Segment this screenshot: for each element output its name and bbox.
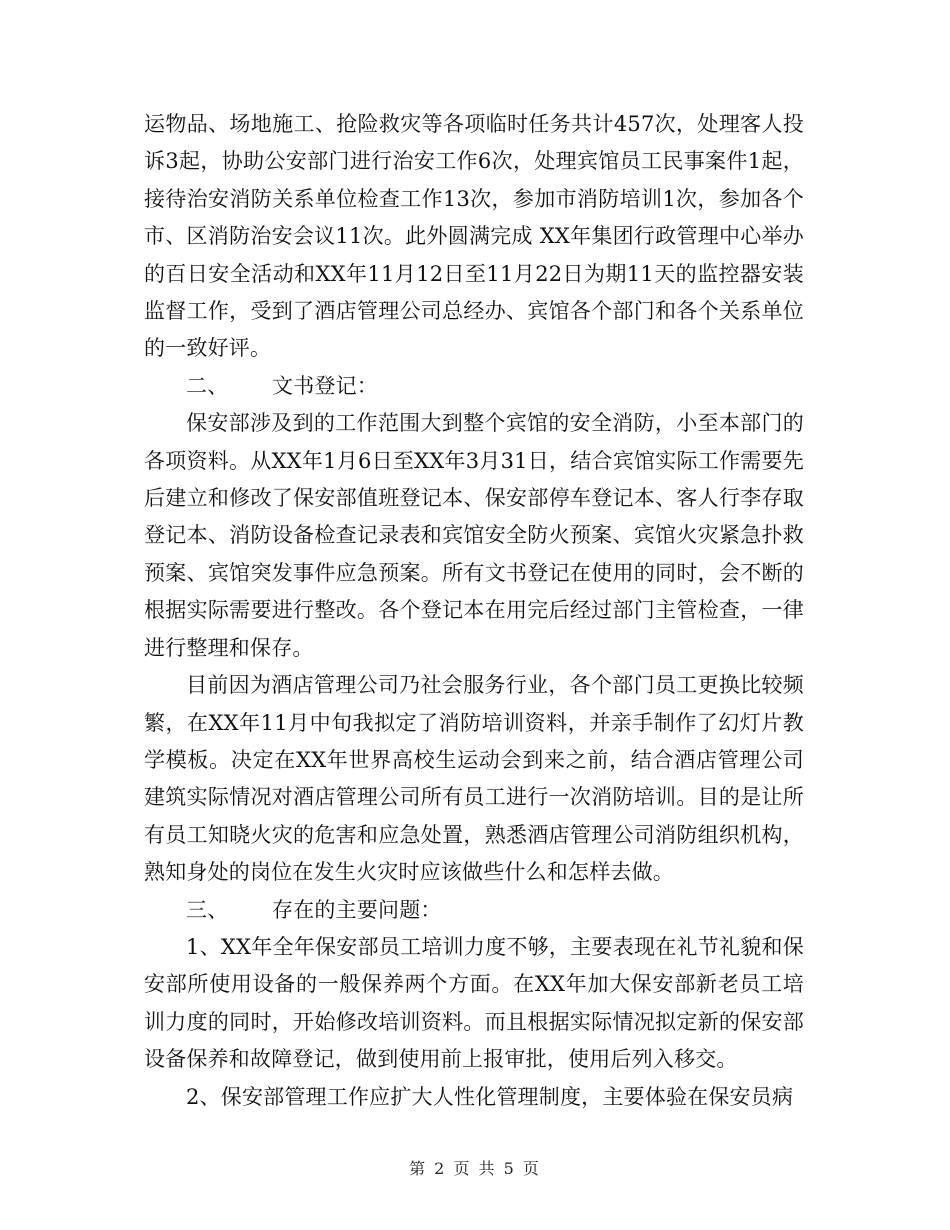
section-title: 存在的主要问题： (272, 897, 442, 922)
section-number: 三、 (186, 897, 229, 922)
paragraph-fire-training: 目前因为酒店管理公司乃社会服务行业，各个部门员工更换比较频繁，在XX年11月中旬我拟定了消防培训资料，并亲手制作了幻灯片教学模板。决定在XX年世界高校生运动会到来之前，结合酒店管理公司建筑实际情况对酒店管理公司所有员工进行一次消防培训。目的是让所有员工知晓火灾的危害和应急处置，熟悉酒店管理公司消防组织机构，熟知身处的岗位在发生火灾时应该做些什么和怎样去做。 (144, 673, 804, 885)
paragraph-issue-1: 1、XX年全年保安部员工培训力度不够，主要表现在礼节礼貌和保安部所使用设备的一般保养两个方面。在XX年加大保安部新老员工培训力度的同时，开始修改培训资料。而且根据实际情况拟定新的保安部设备保养和故障登记，做到使用前上报审批，使用后列入移交。 (144, 934, 804, 1072)
section-heading-3 (144, 892, 804, 929)
paragraph-continuation: 运物品、场地施工、抢险救灾等各项临时任务共计457次，处理客人投诉3起，协助公安部门进行治安工作6次，处理宾馆员工民事案件1起，接待治安消防关系单位检查工作13次，参加市消防培训1次，参加各个市、区消防治安会议11次。此外圆满完成 XX年集团行政管理中心举办的百日安全活动和XX年11月12日至11月22日为期11天的监控器安装监督工作，受到了酒店管理公司总经办、宾馆各个部门和各个关系单位的一致好评。 (144, 112, 804, 361)
section-heading-2 (144, 368, 804, 405)
section-number: 二、 (186, 373, 229, 398)
paragraph-document-registration: 保安部涉及到的工作范围大到整个宾馆的安全消防，小至本部门的各项资料。从XX年1月6日至XX年3月31日，结合宾馆实际工作需要先后建立和修改了保安部值班登记本、保安部停车登记本、客人行李存取登记本、消防设备检查记录表和宾馆安全防火预案、宾馆火灾紧急扑救预案、宾馆突发事件应急预案。所有文书登记在使用的同时，会不断的根据实际需要进行整改。各个登记本在用完后经过部门主管检查，一律进行整理和保存。 (144, 411, 804, 660)
paragraph-issue-2: 2、保安部管理工作应扩大人性化管理制度，主要体验在保安员病 (186, 1084, 794, 1109)
page-footer: 第 2 页 共 5 页 (409, 1159, 541, 1178)
document-body (144, 106, 804, 1116)
section-title: 文书登记： (272, 373, 378, 398)
